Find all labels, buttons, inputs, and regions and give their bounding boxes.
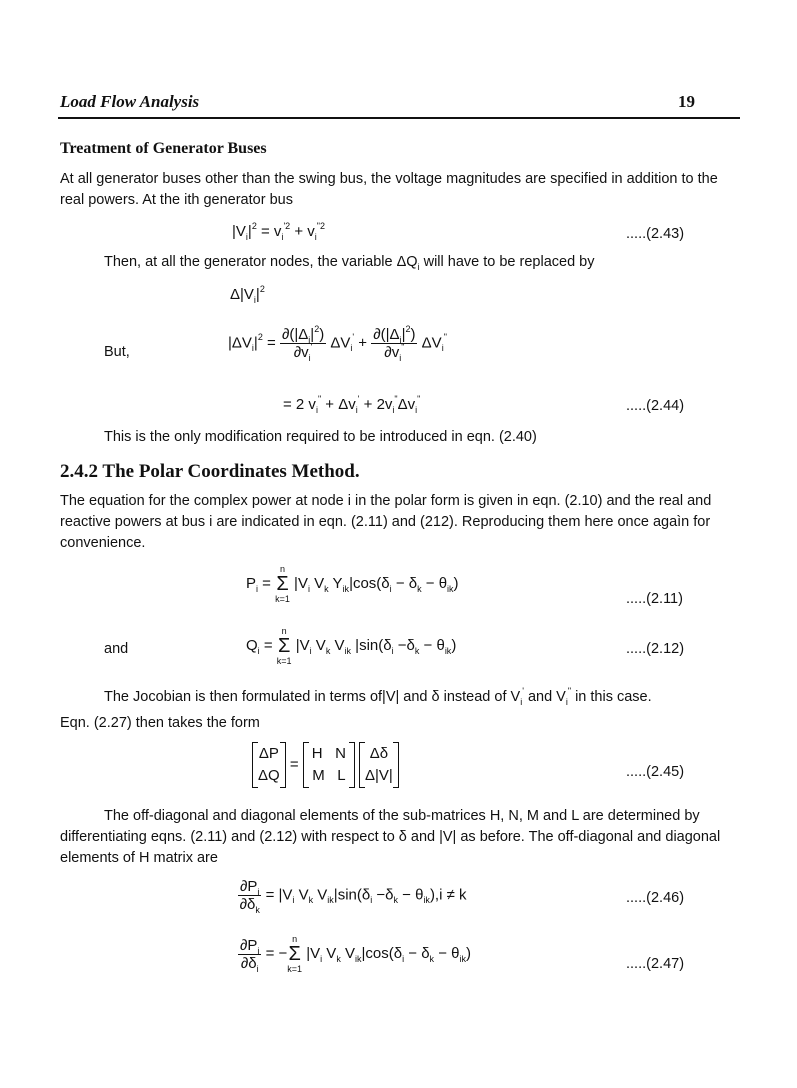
paragraph-polar-intro: The equation for the complex power at node i in the polar form is given in eqn. (2.10) and the real and reactive powers at bus i are indicated in eqn. (2.11) and (212). Reproducing them here once agaìn for convenience. (60, 493, 712, 551)
equation-2-47: $\frac{\partial P_i}{\partial\delta_i}$ = − n Σ k=1 $|V_i$ $V_k$ $V_{ik}|\cos(\delta_i - \delta_k - \theta_{ik})$ (240, 934, 471, 974)
page-number: 19 (678, 92, 695, 111)
equation-2-44-partial: $|\Delta V_i|^2$ = $\frac{\partial(|\Delta_i|^2)}{\partial v_i'}$ $\Delta V_i'$ + $\frac{\partial(|\Delta_i|^2)}{\partial v_i^"}$ $\Delta V_i^"$ (228, 324, 447, 363)
only-modification-text: This is the only modification required to be introduced in eqn. (2.40) (104, 429, 537, 445)
equation-2-11: $P_i$ = n Σ k=1 $|V_i$ $V_k$ $Y_{ik}|\cos(\delta_i - \delta_k - \theta_{ik})$ (246, 564, 459, 604)
paragraph-offdiagonal: The off-diagonal and diagonal elements of the sub-matrices H, N, M and L are determined by differentiating eqns. (2.11) and (2.12) with respect to δ and |V| as before. The off-diagonal and diagonal elements of H matrix are (60, 808, 721, 866)
then-sentence: Then, at all the generator nodes, the variable $\Delta Q_i$ will have to be replaced by (104, 254, 595, 272)
paragraph-generator-intro: At all generator buses other than the swing bus, the voltage magnitudes are specified in addition to the real powers. At the ith generator bus (60, 171, 718, 208)
equation-number-2-43: .....(2.43) (626, 226, 685, 242)
equation-number-2-47: .....(2.47) (626, 956, 685, 972)
equation-number-2-46: .....(2.46) (626, 890, 685, 906)
equation-2-46: $\frac{\partial P_i}{\partial\delta_k}$ = $|V_i$ $V_k$ $V_{ik}|\sin(\delta_i -\delta_k - \theta_{ik}),i \ne k$ (239, 878, 467, 915)
header-rule (58, 117, 740, 119)
jacobian-sentence: The Jocobian is then formulated in terms of|V| and δ instead of $V_i'$ and $V_i^"$ in this case. (104, 686, 652, 707)
section-heading-generator-buses: Treatment of Generator Buses (60, 140, 267, 157)
equation-number-2-45: .....(2.45) (626, 764, 685, 780)
running-header-title: Load Flow Analysis (60, 92, 200, 111)
equation-number-2-12: .....(2.12) (626, 641, 685, 657)
equation-number-2-44: .....(2.44) (626, 398, 685, 414)
and-label: and (104, 641, 129, 657)
equation-number-2-11: .....(2.11) (626, 591, 683, 607)
delta-v-squared: $\Delta|V_i|^2$ (230, 284, 265, 305)
equation-2-43: $|V_i|^2 = v_i^{'2} + v_i^{"2}$ (232, 221, 325, 242)
but-label: But, (104, 344, 130, 360)
section-heading-polar-method: 2.4.2 The Polar Coordinates Method. (60, 461, 360, 482)
eqn-form-text: Eqn. (2.27) then takes the form (60, 715, 260, 731)
equation-2-44: = 2 $v_i^" + \Delta v_i' + 2v_i^"\Delta v_i^"$ (283, 394, 421, 415)
equation-2-12: $Q_i$ = n Σ k=1 $|V_i$ $V_k$ $V_{ik}$ $|\sin(\delta_i -\delta_k - \theta_{ik})$ (246, 626, 457, 666)
equation-2-45: ΔP ΔQ = H N M LΔδ Δ|V| (252, 742, 399, 788)
